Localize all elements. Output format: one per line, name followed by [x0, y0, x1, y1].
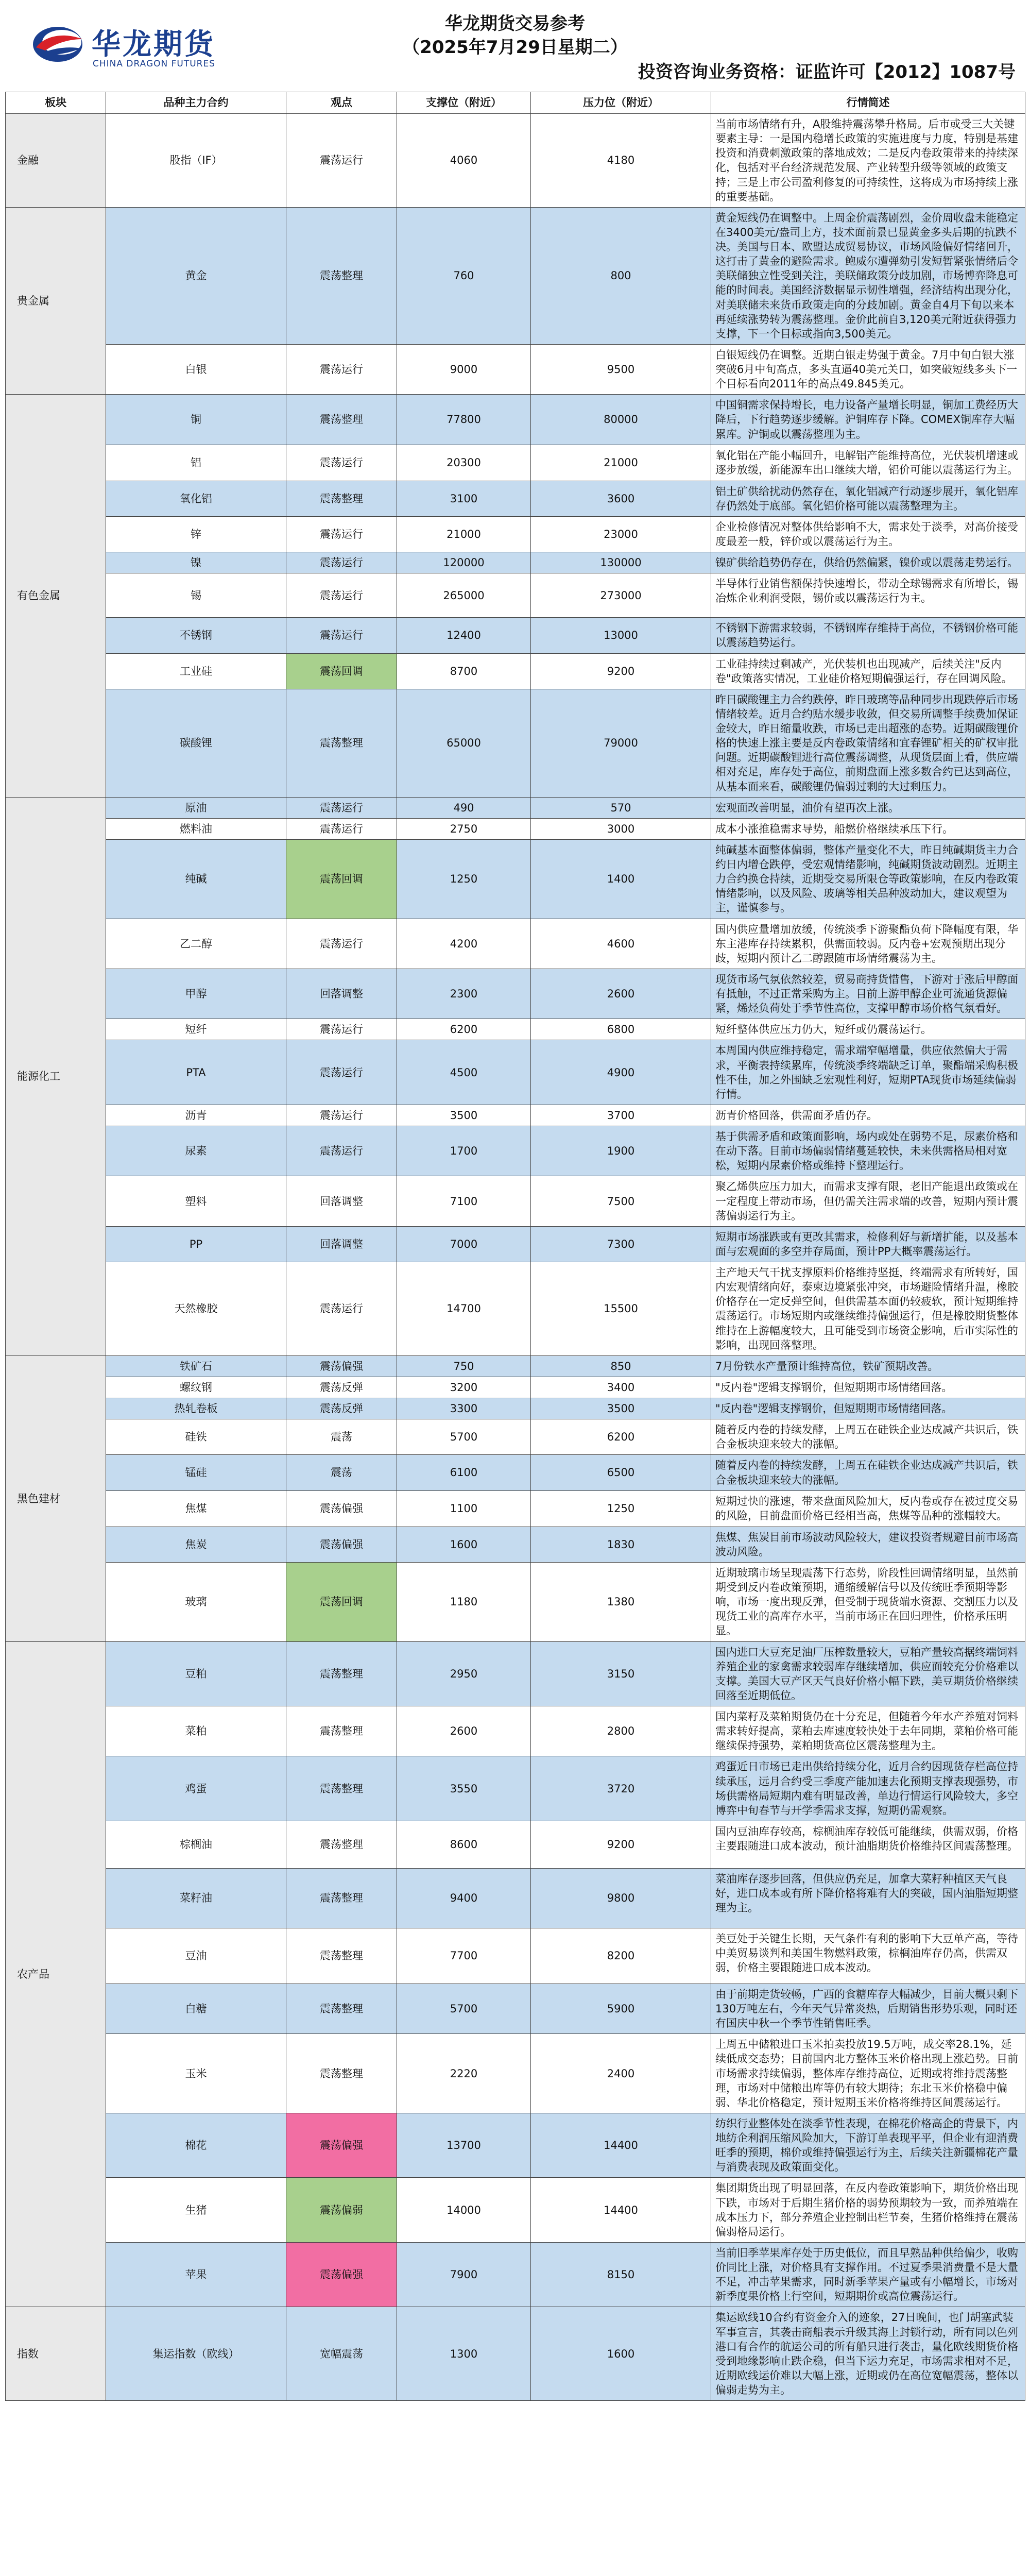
product-cell: 生猪 — [106, 2178, 286, 2243]
support-cell: 2750 — [397, 818, 531, 839]
support-cell: 2600 — [397, 1706, 531, 1756]
col-header-support: 支撑位（附近） — [397, 92, 531, 114]
resistance-cell: 3600 — [531, 481, 711, 516]
description-cell: 当前市场情绪有升，A股维持震荡攀升格局。后市或受三大关键要素主导：一是国内稳增长政策的实施进度与力度，特别是基建投资和消费刺激政策的落地成效；二是反内卷政策带来的持续深化，包括对平台经济规范发展、产业转型升级等领域的政策支持；三是上市公司盈利修复的可持续性，这将成为市场持续上涨的重要基础。 — [711, 114, 1025, 208]
table-row — [6, 689, 1025, 797]
view-cell: 震荡运行 — [286, 1040, 397, 1105]
description-cell: 短期市场涨跌或有更改其需求，检修利好与新增扩能，以及基本面与宏观面的多空并存局面，预计PP大概率震荡运行。 — [711, 1226, 1025, 1262]
table-row — [6, 1226, 1025, 1262]
resistance-cell: 6500 — [531, 1455, 711, 1490]
resistance-cell: 4600 — [531, 919, 711, 969]
reference-table — [5, 92, 1025, 2401]
support-cell: 21000 — [397, 516, 531, 552]
product-cell: 螺纹钢 — [106, 1377, 286, 1398]
view-cell: 震荡整理 — [286, 1756, 397, 1821]
table-row — [6, 797, 1025, 818]
resistance-cell: 5900 — [531, 1984, 711, 2033]
resistance-cell: 800 — [531, 207, 711, 344]
product-cell: PTA — [106, 1040, 286, 1105]
product-cell: 天然橡胶 — [106, 1262, 286, 1356]
product-cell: 焦炭 — [106, 1527, 286, 1562]
product-cell: 菜粕 — [106, 1706, 286, 1756]
description-cell: 国内进口大豆充足油厂压榨数量较大，豆粕产量较高据终端饲料养殖企业的家禽需求较弱库存继续增加，供应面较充分价格难以支撑。美国大豆产区天气良好价格小幅下跌，美豆期货价格继续回落至近期低位。 — [711, 1641, 1025, 1706]
product-cell: 玻璃 — [106, 1562, 286, 1641]
sector-cell: 黑色建材 — [6, 1355, 106, 1641]
view-cell: 震荡回调 — [286, 653, 397, 689]
logo-text-cn: 华龙期货 — [92, 28, 215, 61]
logo-text-en: CHINA DRAGON FUTURES — [93, 59, 216, 69]
view-cell: 震荡整理 — [286, 395, 397, 445]
table-row — [6, 1176, 1025, 1226]
support-cell: 77800 — [397, 395, 531, 445]
resistance-cell: 130000 — [531, 552, 711, 573]
resistance-cell: 1250 — [531, 1490, 711, 1527]
view-cell: 震荡整理 — [286, 207, 397, 344]
product-cell: 苹果 — [106, 2242, 286, 2307]
table-row — [6, 1355, 1025, 1377]
sector-cell: 指数 — [6, 2307, 106, 2401]
resistance-cell: 3000 — [531, 818, 711, 839]
description-cell: 宏观面改善明显，油价有望再次上涨。 — [711, 797, 1025, 818]
view-cell: 宽幅震荡 — [286, 2307, 397, 2401]
support-cell: 4200 — [397, 919, 531, 969]
description-cell: 近期玻璃市场呈现震荡下行态势，阶段性回调情绪明显，虽然前期受到反内卷政策预期，通缩缓解信号以及传统旺季预期等影响，市场一度出现反弹，但受制于现货端水资源、交割压力以及现货工业的高库存水平，当前市场正在回归理性，价格承压明显。 — [711, 1562, 1025, 1641]
sector-cell: 金融 — [6, 114, 106, 208]
resistance-cell: 7300 — [531, 1226, 711, 1262]
resistance-cell: 14400 — [531, 2113, 711, 2178]
table-row — [6, 1928, 1025, 1984]
resistance-cell: 7500 — [531, 1176, 711, 1226]
description-cell: 成本小涨推稳需求导势，船燃价格继续承压下行。 — [711, 818, 1025, 839]
view-cell: 震荡整理 — [286, 1821, 397, 1868]
resistance-cell: 9200 — [531, 653, 711, 689]
resistance-cell: 15500 — [531, 1262, 711, 1356]
resistance-cell: 3400 — [531, 1377, 711, 1398]
product-cell: 白糖 — [106, 1984, 286, 2033]
table-row — [6, 1984, 1025, 2033]
description-cell: 国内豆油库存较高，棕榈油库存较低可能继续，供需双弱，价格主要跟随进口成本波动，预计油脂期货价格维持区间震荡整理。 — [711, 1821, 1025, 1868]
table-row — [6, 1756, 1025, 1821]
view-cell: 震荡回调 — [286, 839, 397, 919]
product-cell: 锌 — [106, 516, 286, 552]
table-row — [6, 969, 1025, 1019]
table-row — [6, 1262, 1025, 1356]
support-cell: 6100 — [397, 1455, 531, 1490]
description-cell: 国内菜籽及菜粕期货仍在十分充足，但随着今年水产养殖对饲料需求转好提高，菜粕去库速度较快处于去年同期，菜粕价格可能继续保持强势，菜粕期货高位区震荡整理为主。 — [711, 1706, 1025, 1756]
support-cell: 1250 — [397, 839, 531, 919]
table-row — [6, 2178, 1025, 2243]
view-cell: 回落调整 — [286, 969, 397, 1019]
description-cell: 氧化铝在产能小幅回升，电解铝产能维持高位，光伏装机增速或逐步放缓，新能源车出口继续大增，铝价可能以震荡运行为主。 — [711, 445, 1025, 481]
description-cell: 当前旧季苹果库存处于历史低位，而且早熟品种供给偏少，收购价同比上涨，对价格具有支撑作用。不过夏季果消费量不是大量不足，冲击苹果需求，同时新季苹果产量或有小幅增长，市场对新季度果价格上行空间，短期期价或高位震荡运行。 — [711, 2242, 1025, 2307]
view-cell: 震荡运行 — [286, 618, 397, 653]
view-cell: 震荡运行 — [286, 114, 397, 208]
table-row — [6, 1455, 1025, 1490]
support-cell: 3100 — [397, 481, 531, 516]
resistance-cell: 3500 — [531, 1398, 711, 1419]
support-cell: 5700 — [397, 1419, 531, 1455]
table-row — [6, 1490, 1025, 1527]
view-cell: 震荡运行 — [286, 516, 397, 552]
support-cell: 750 — [397, 1355, 531, 1377]
description-cell: 集团期货出现了明显回落，在反内卷政策影响下，期货价格出现下跌，市场对于后期生猪价格的弱势预期较为一致，而养殖端在成本压力下，部分养殖企业控制出栏节奏，生猪价格维持在震荡偏弱格局运行。 — [711, 2178, 1025, 2243]
support-cell: 20300 — [397, 445, 531, 481]
product-cell: 鸡蛋 — [106, 1756, 286, 1821]
resistance-cell: 1900 — [531, 1126, 711, 1176]
table-row — [6, 1868, 1025, 1928]
product-cell: 硅铁 — [106, 1419, 286, 1455]
support-cell: 8600 — [397, 1821, 531, 1868]
resistance-cell: 9200 — [531, 1821, 711, 1868]
description-cell: 镍矿供给趋势仍存在，供给仍然偏紧，镍价或以震荡走势运行。 — [711, 552, 1025, 573]
resistance-cell: 6800 — [531, 1019, 711, 1040]
view-cell: 震荡运行 — [286, 1262, 397, 1356]
product-cell: 尿素 — [106, 1126, 286, 1176]
description-cell: 主产地天气干扰支撑原料价格维持坚挺，终端需求有所转好，国内宏观情绪向好，泰柬边境紧张冲突，市场避险情绪升温，橡胶价格存在一定反弹空间，但供需基本面仍较疲软，预计短期维持震荡运行。市场短期内或继续维持偏强运行，但是橡胶期货整体维持在上游幅度较大，且可能受到市场资金影响，后市实际性的影响，出现回落整理。 — [711, 1262, 1025, 1356]
description-cell: 集运欧线10合约有资金介入的迹象，27日晚间，也门胡塞武装军事宣言，其袭击商船表示升级其海上封锁行动，所有同以色列港口有合作的航运公司的所有船只进行袭击，量化欧线期货价格受到地缘影响止跌企稳，但当下运力充足，市场需求相对不足，近期欧线运价难以大幅上涨，近期或仍在高位宽幅震荡，整体以偏弱走势为主。 — [711, 2307, 1025, 2401]
product-cell: 甲醇 — [106, 969, 286, 1019]
table-row — [6, 481, 1025, 516]
sector-cell: 有色金属 — [6, 395, 106, 797]
view-cell: 回落调整 — [286, 1176, 397, 1226]
resistance-cell: 570 — [531, 797, 711, 818]
product-cell: 集运指数（欧线） — [106, 2307, 286, 2401]
view-cell: 震荡整理 — [286, 481, 397, 516]
resistance-cell: 2600 — [531, 969, 711, 1019]
table-row — [6, 1419, 1025, 1455]
date-line: （2025年7月29日星期二） — [402, 37, 628, 58]
table-row — [6, 1527, 1025, 1562]
product-cell: 氧化铝 — [106, 481, 286, 516]
page-title: 华龙期货交易参考 — [445, 13, 585, 34]
view-cell: 震荡整理 — [286, 689, 397, 797]
description-cell: "反内卷"逻辑支撑钢价，但短期期市场情绪回落。 — [711, 1377, 1025, 1398]
description-cell: 鸡蛋近日市场已走出供给持续分化，近月合约因现货存栏高位持续承压，远月合约受三季度产能加速去化预期支撑表现强势，市场供需格局短期内难有明显改善，单边行情运行风险较大，多空博弈中旬春节与开学季需求支撑，短期仍需观察。 — [711, 1756, 1025, 1821]
view-cell: 震荡偏强 — [286, 1355, 397, 1377]
table-row — [6, 1398, 1025, 1419]
resistance-cell: 21000 — [531, 445, 711, 481]
product-cell: 工业硅 — [106, 653, 286, 689]
resistance-cell: 1600 — [531, 2307, 711, 2401]
product-cell: 白银 — [106, 344, 286, 394]
support-cell: 3300 — [397, 1398, 531, 1419]
description-cell: 随着反内卷的持续发酵，上周五在硅铁企业达成减产共识后，铁合金板块迎来较大的涨幅。 — [711, 1419, 1025, 1455]
resistance-cell: 3700 — [531, 1105, 711, 1126]
support-cell: 3200 — [397, 1377, 531, 1398]
product-cell: 锡 — [106, 573, 286, 618]
view-cell: 震荡偏强 — [286, 1490, 397, 1527]
product-cell: 黄金 — [106, 207, 286, 344]
table-row — [6, 1706, 1025, 1756]
support-cell: 7900 — [397, 2242, 531, 2307]
product-cell: 豆油 — [106, 1928, 286, 1984]
support-cell: 6200 — [397, 1019, 531, 1040]
description-cell: 黄金短线仍在调整中。上周金价震荡剧烈，金价周收盘未能稳定在3400美元/盎司上方，技术面前景已显黄金多头后期的抗跌不决。美国与日本、欧盟达成贸易协议，市场风险偏好情绪回升，这打击了黄金的避险需求。鲍威尔遭弹劾引发短暂紧张情绪后令美联储独立性受到关注，美联储政策分歧加剧，市场博弈降息可能的时间表。美国经济数据显示韧性增强，经济结构出现分化，对美联储未来货币政策走向的分歧加剧。黄金自4月下旬以来本再延续涨势转为震荡整理。金价此前自3,120美元附近获得强力支撑，下一个目标或指向3,500美元。 — [711, 207, 1025, 344]
header — [0, 0, 1030, 92]
table-row — [6, 2034, 1025, 2113]
description-cell: 短纤整体供应压力仍大，短纤或仍震荡运行。 — [711, 1019, 1025, 1040]
view-cell: 震荡运行 — [286, 1126, 397, 1176]
resistance-cell: 4900 — [531, 1040, 711, 1105]
support-cell: 760 — [397, 207, 531, 344]
support-cell: 3550 — [397, 1756, 531, 1821]
view-cell: 震荡整理 — [286, 2034, 397, 2113]
description-cell: 沥青价格回落，供需面矛盾仍存。 — [711, 1105, 1025, 1126]
table-row — [6, 1377, 1025, 1398]
view-cell: 震荡 — [286, 1419, 397, 1455]
description-cell: 中国铜需求保持增长，电力设备产量增长明显，铜加工费经历大降后，下行趋势逐步缓解。沪铜库存下降。COMEX铜库存大幅累库。沪铜或以震荡整理为主。 — [711, 395, 1025, 445]
product-cell: 短纤 — [106, 1019, 286, 1040]
support-cell: 5700 — [397, 1984, 531, 2033]
table-row — [6, 2242, 1025, 2307]
description-cell: 纺织行业整体处在淡季节性表现，在棉花价格高企的背景下，内地纺企利润压缩风险加大，下游订单表现平平，但企业有迎消费旺季的预期，棉价或维持偏强运行为主，后续关注新疆棉花产量与消费表现及政策面变化。 — [711, 2113, 1025, 2178]
col-header-product: 品种主力合约 — [106, 92, 286, 114]
view-cell: 震荡回调 — [286, 1562, 397, 1641]
support-cell: 4060 — [397, 114, 531, 208]
table-row — [6, 818, 1025, 839]
view-cell: 震荡整理 — [286, 1641, 397, 1706]
resistance-cell: 79000 — [531, 689, 711, 797]
description-cell: 不锈钢下游需求较弱，不锈钢库存维持于高位，不锈钢价格可能以震荡趋势运行。 — [711, 618, 1025, 653]
resistance-cell: 2800 — [531, 1706, 711, 1756]
description-cell: 菜油库存逐步回落，但供应仍充足，加拿大菜籽种植区天气良好，进口成本或有所下降价格将难有大的突破，国内油脂短期整理为主。 — [711, 1868, 1025, 1928]
view-cell: 震荡运行 — [286, 573, 397, 618]
view-cell: 震荡运行 — [286, 445, 397, 481]
support-cell: 14000 — [397, 2178, 531, 2243]
description-cell: 企业检修情况对整体供给影响不大，需求处于淡季，对高价接受度最差一般，锌价或以震荡运行为主。 — [711, 516, 1025, 552]
table-row — [6, 114, 1025, 208]
table-row — [6, 1126, 1025, 1176]
view-cell: 震荡运行 — [286, 797, 397, 818]
product-cell: 棕榈油 — [106, 1821, 286, 1868]
description-cell: 基于供需矛盾和政策面影响，场内或处在弱势不足，尿素价格和在动下落。目前市场偏弱情绪蔓延较快，未来供需格局相对宽松，短期内尿素价格或维持下整理运行。 — [711, 1126, 1025, 1176]
description-cell: 半导体行业销售额保持快速增长，带动全球锡需求有所增长，锡冶炼企业利润受限，锡价或以震荡运行为主。 — [711, 573, 1025, 618]
support-cell: 3500 — [397, 1105, 531, 1126]
table-row — [6, 445, 1025, 481]
sector-cell: 农产品 — [6, 1641, 106, 2307]
resistance-cell: 8200 — [531, 1928, 711, 1984]
description-cell: 现货市场气氛依然较差，贸易商持货惜售，下游对于涨后甲醇面有抵触，不过正常采购为主。目前上游甲醇企业可流通货源偏紧，烯烃负荷处于季节性高位，支撑甲醇市场价格气氛看好。 — [711, 969, 1025, 1019]
table-row — [6, 2307, 1025, 2401]
product-cell: 原油 — [106, 797, 286, 818]
description-cell: 美豆处于关键生长期，天气条件有利的影响下大豆单产高，等待中美贸易谈判和美国生物燃料政策，棕榈油库存仍高，供需双弱，价格主要跟随进口成本波动。 — [711, 1928, 1025, 1984]
view-cell: 回落调整 — [286, 1226, 397, 1262]
support-cell: 265000 — [397, 573, 531, 618]
view-cell: 震荡整理 — [286, 1868, 397, 1928]
table-row — [6, 919, 1025, 969]
table-row — [6, 573, 1025, 618]
resistance-cell: 23000 — [531, 516, 711, 552]
support-cell: 120000 — [397, 552, 531, 573]
resistance-cell: 2400 — [531, 2034, 711, 2113]
table-row — [6, 207, 1025, 344]
description-cell: 昨日碳酸锂主力合约跌停，昨日玻璃等品种同步出现跌停后市场情绪较差。近月合约贴水缓步收敛，但交易所调整手续费加保证金较大，昨日缩量收跌，市场已走出超涨的态势。近期碳酸锂价格的快速上涨主要是反内卷政策情绪和宜春锂矿相关的矿权审批问题。近期碳酸锂进行高位震荡调整，从现货层面上看，供应端相对充足，库存处于高位，前期盘面上涨多数合约已达到高位，从基本面来看，碳酸锂仍偏弱过剩的大过剩压力。 — [711, 689, 1025, 797]
support-cell: 1300 — [397, 2307, 531, 2401]
view-cell: 震荡运行 — [286, 919, 397, 969]
view-cell: 震荡偏弱 — [286, 2178, 397, 2243]
resistance-cell: 80000 — [531, 395, 711, 445]
table-row — [6, 516, 1025, 552]
product-cell: 豆粕 — [106, 1641, 286, 1706]
table-header-row — [6, 92, 1025, 114]
view-cell: 震荡运行 — [286, 1105, 397, 1126]
description-cell: 聚乙烯供应压力加大，而需求支撑有限，老旧产能退出政策或在一定程度上带动市场，但仍需关注需求端的改善，短期内预计震荡偏弱运行为主。 — [711, 1176, 1025, 1226]
resistance-cell: 8150 — [531, 2242, 711, 2307]
view-cell: 震荡整理 — [286, 1984, 397, 2033]
col-header-sector: 板块 — [6, 92, 106, 114]
sector-cell: 能源化工 — [6, 797, 106, 1355]
product-cell: 锰硅 — [106, 1455, 286, 1490]
support-cell: 14700 — [397, 1262, 531, 1356]
view-cell: 震荡整理 — [286, 1706, 397, 1756]
table-row — [6, 1562, 1025, 1641]
description-cell: 短期过快的涨速，带来盘面风险加大，反内卷或存在被过度交易的风险，目前盘面价格已经相当高，焦煤等品种的涨幅较大。 — [711, 1490, 1025, 1527]
product-cell: 碳酸锂 — [106, 689, 286, 797]
product-cell: PP — [106, 1226, 286, 1262]
description-cell: "反内卷"逻辑支撑钢价，但短期期市场情绪回落。 — [711, 1398, 1025, 1419]
resistance-cell: 9500 — [531, 344, 711, 394]
resistance-cell: 6200 — [531, 1419, 711, 1455]
description-cell: 焦煤、焦炭目前市场波动风险较大，建议投资者规避目前市场高波动风险。 — [711, 1527, 1025, 1562]
resistance-cell: 14400 — [531, 2178, 711, 2243]
support-cell: 65000 — [397, 689, 531, 797]
view-cell: 震荡运行 — [286, 552, 397, 573]
product-cell: 燃料油 — [106, 818, 286, 839]
support-cell: 1700 — [397, 1126, 531, 1176]
description-cell: 白银短线仍在调整。近期白银走势强于黄金。7月中旬白银大涨突破6月中旬高点，多头直逼40美元关口，如突破短线多头下一个目标看向2011年的高点49.845美元。 — [711, 344, 1025, 394]
col-header-resistance: 压力位（附近） — [531, 92, 711, 114]
view-cell: 震荡运行 — [286, 344, 397, 394]
table-row — [6, 1641, 1025, 1706]
product-cell: 玉米 — [106, 2034, 286, 2113]
product-cell: 焦煤 — [106, 1490, 286, 1527]
product-cell: 沥青 — [106, 1105, 286, 1126]
view-cell: 震荡偏强 — [286, 2242, 397, 2307]
license-line: 投资咨询业务资格：证监许可【2012】1087号 — [638, 62, 1016, 82]
support-cell: 1100 — [397, 1490, 531, 1527]
view-cell: 震荡 — [286, 1455, 397, 1490]
table-row — [6, 552, 1025, 573]
description-cell: 国内供应量增加放缓，传统淡季下游聚酯负荷下降幅度有限，华东主港库存持续累积，供需面较弱。反内卷+宏观预期出现分歧，短期内预计乙二醇跟随市场情绪震荡为主。 — [711, 919, 1025, 969]
table-row — [6, 839, 1025, 919]
resistance-cell: 3720 — [531, 1756, 711, 1821]
product-cell: 镍 — [106, 552, 286, 573]
table-row — [6, 1019, 1025, 1040]
support-cell: 12400 — [397, 618, 531, 653]
description-cell: 7月份铁水产量预计维持高位，铁矿预期改善。 — [711, 1355, 1025, 1377]
resistance-cell: 850 — [531, 1355, 711, 1377]
product-cell: 股指（IF） — [106, 114, 286, 208]
support-cell: 2300 — [397, 969, 531, 1019]
sector-cell: 贵金属 — [6, 207, 106, 395]
description-cell: 上周五中储粮进口玉米拍卖投放19.5万吨，成交率28.1%，延续低成交态势；目前国内北方整体玉米价格出现上涨趋势。目前市场需求持续偏弱，整体库存维持高位，近期或将维持震荡整理，市场对中储粮出库等仍有较大期待；东北玉米价格稳中偏弱、华北价格稳定，预计短期玉米价格将维持区间震荡运行。 — [711, 2034, 1025, 2113]
support-cell: 490 — [397, 797, 531, 818]
support-cell: 13700 — [397, 2113, 531, 2178]
product-cell: 铜 — [106, 395, 286, 445]
resistance-cell: 9800 — [531, 1868, 711, 1928]
description-cell: 铝土矿供给扰动仍然存在，氧化铝减产行动逐步展开，氧化铝库存仍然处于底部。氧化铝价格可能以震荡整理为主。 — [711, 481, 1025, 516]
support-cell: 9400 — [397, 1868, 531, 1928]
table-row — [6, 618, 1025, 653]
table-row — [6, 1105, 1025, 1126]
col-header-desc: 行情简述 — [711, 92, 1025, 114]
view-cell: 震荡运行 — [286, 818, 397, 839]
product-cell: 铁矿石 — [106, 1355, 286, 1377]
description-cell: 本周国内供应维持稳定，需求端窄幅增量，供应依然偏大于需求，平衡表持续累库，传统淡季终端缺乏订单，聚酯端采购积极性不佳，加之外围缺乏宏观性利好，短期PTA现货市场延续偏弱行情。 — [711, 1040, 1025, 1105]
table-body — [6, 114, 1025, 2401]
resistance-cell: 4180 — [531, 114, 711, 208]
view-cell: 震荡偏强 — [286, 2113, 397, 2178]
product-cell: 铝 — [106, 445, 286, 481]
support-cell: 1180 — [397, 1562, 531, 1641]
product-cell: 热轧卷板 — [106, 1398, 286, 1419]
description-cell: 工业硅持续过剩减产，光伏装机也出现减产，后续关注"反内卷"政策落实情况，工业硅价格短期偏强运行，存在回调风险。 — [711, 653, 1025, 689]
view-cell: 震荡偏强 — [286, 1527, 397, 1562]
table-row — [6, 2113, 1025, 2178]
description-cell: 由于前期走货较畅，广西的食糖库存大幅减少，目前大概只剩下130万吨左右，今年天气异常炎热，后期销售形势乐观，同时还有国庆中秋一个季节性销售旺季。 — [711, 1984, 1025, 2033]
resistance-cell: 13000 — [531, 618, 711, 653]
description-cell: 纯碱基本面整体偏弱，整体产量变化不大，昨日纯碱期货主力合约日内增仓跌停，受宏观情绪影响，纯碱期货波动剧烈。近期主力合约换仓持续，近期受交易所限仓等政策影响，在反内卷政策情绪影响，以及风险、玻璃等相关品种波动加大，建议观望为主，谨慎参与。 — [711, 839, 1025, 919]
support-cell: 2220 — [397, 2034, 531, 2113]
table-row — [6, 1040, 1025, 1105]
table-row — [6, 653, 1025, 689]
support-cell: 4500 — [397, 1040, 531, 1105]
product-cell: 棉花 — [106, 2113, 286, 2178]
support-cell: 1600 — [397, 1527, 531, 1562]
description-cell: 随着反内卷的持续发酵，上周五在硅铁企业达成减产共识后，铁合金板块迎来较大的涨幅。 — [711, 1455, 1025, 1490]
product-cell: 菜籽油 — [106, 1868, 286, 1928]
support-cell: 7000 — [397, 1226, 531, 1262]
product-cell: 不锈钢 — [106, 618, 286, 653]
view-cell: 震荡反弹 — [286, 1377, 397, 1398]
support-cell: 8700 — [397, 653, 531, 689]
resistance-cell: 3150 — [531, 1641, 711, 1706]
table-row — [6, 1821, 1025, 1868]
resistance-cell: 1380 — [531, 1562, 711, 1641]
support-cell: 9000 — [397, 344, 531, 394]
support-cell: 2950 — [397, 1641, 531, 1706]
table-row — [6, 395, 1025, 445]
support-cell: 7100 — [397, 1176, 531, 1226]
table-row — [6, 344, 1025, 394]
product-cell: 纯碱 — [106, 839, 286, 919]
product-cell: 乙二醇 — [106, 919, 286, 969]
resistance-cell: 1400 — [531, 839, 711, 919]
support-cell: 7700 — [397, 1928, 531, 1984]
resistance-cell: 1830 — [531, 1527, 711, 1562]
col-header-view: 观点 — [286, 92, 397, 114]
view-cell: 震荡运行 — [286, 1019, 397, 1040]
resistance-cell: 273000 — [531, 573, 711, 618]
view-cell: 震荡整理 — [286, 1928, 397, 1984]
view-cell: 震荡反弹 — [286, 1398, 397, 1419]
product-cell: 塑料 — [106, 1176, 286, 1226]
